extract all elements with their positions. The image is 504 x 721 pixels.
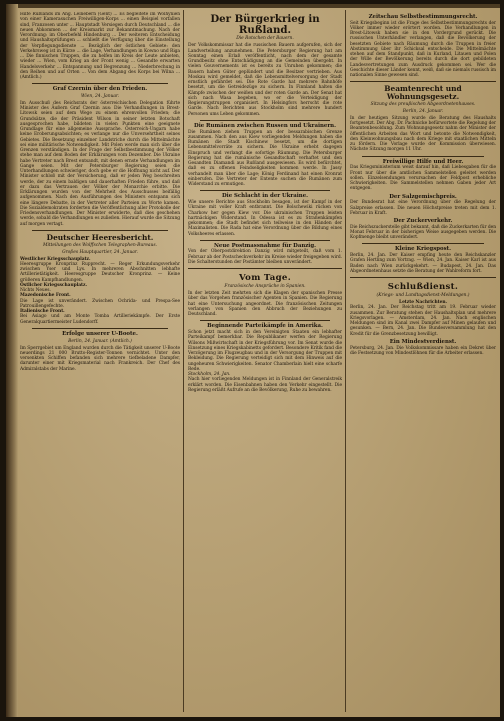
column-left (20, 12, 180, 712)
divider (362, 243, 484, 244)
section-headline: Schlußdienst. (387, 282, 459, 293)
article-text: Berlin, 24. Jan. Der Kaiser empfing heute den Reichskanzler Grafen Hertling zum Vortrag. — Wien, 24. Jan. Kaiser Karl ist aus Baden nach Wien zurückgekehrt. — Budapest, 24. Jan. Das Abgeordnetenhaus setzte die Beratung der Wahlreform fort. (350, 253, 496, 274)
section-headline: Vom Tage. (238, 273, 291, 284)
article-text: Schon jetzt macht sich in den Vereinigten Staaten ein lebhafter Parteikampf bemerkbar. Die Republikaner werfen der Regierung Wilsons Mißwirtschaft in der Kriegsführung vor. Im Senat wurde die Einsetzung eines Kriegskabinetts gefordert. Besondere Kritik fand die Verzögerung im Flugzeugbau und in der Versorgung der Truppen mit Bekleidung. Die Regierung verteidigt sich mit dem Hinweis auf die ungeheuren Schwierigkeiten. Senator Chamberlain hielt eine scharfe Rede. (188, 330, 342, 372)
article-headline: Beamtenrecht und Wohnungsgesetz. (384, 84, 462, 102)
article-headline: Kleine Kriegspost. (394, 246, 451, 253)
article-dateline: Berlin, 24. Januar. (402, 108, 444, 114)
article-text: Nach hier vorliegenden Meldungen ist in Finnland der Generalstreik erklärt worden. Die Eisenbahnen haben den Verkehr eingestellt. Die Regierung erläßt Aufrufe an die Bevölkerung, Ruhe zu bewahren. (188, 377, 342, 393)
divider (362, 156, 484, 157)
article-dateline: Wien, 24. Januar. (80, 93, 120, 99)
article-text: Das Kriegsministerium weist darauf hin, daß Liebesgaben für die Front nur über die amtlichen Sammelstellen geleitet werden sollen. Einzelsendungen verursachen der Feldpost erhebliche Schwierigkeiten. Die Sammelstellen nehmen Gaben jeder Art entgegen. (350, 165, 496, 192)
article-text: Wie unsere Berichte aus Stockholm besagen, ist der Kampf in der Ukraine mit voller Kraft entbrannt. Die Bolschewiki rücken von Charkow her gegen Kiew vor. Die ukrainischen Truppen leisten hartnäckigen Widerstand. In Odessa ist es zu Straßenkämpfen gekommen; die Stadt befindet sich teilweise in den Händen der Maximalisten. Die Rada hat eine Verordnung über die Bildung eines Volksheeres erlassen. (188, 200, 342, 237)
article-text: In der letzten Zeit mehrten sich die Klagen der spanischen Presse über das Vorgehen französischer Agenten in Spanien. Die Regierung hat eine Untersuchung angeordnet. Die französischen Zeitungen verlangen von Spanien den Abbruch der Beziehungen zu Deutschland. (188, 291, 342, 318)
section-title: Mazedonische Front. (20, 293, 71, 299)
divider (32, 230, 168, 231)
article-subheadline: Französische Ansprüche in Spanien. (224, 284, 306, 290)
column-middle (188, 12, 342, 712)
article-subheadline: Mitteilungen des Wolffschen Telegraphen-Bureaus. (42, 242, 158, 248)
article-text: Bei Asiago und am Monte Tomba Artilleriekämpfe. Der Erste Generalquartiermeister Ludendorff. (20, 314, 180, 325)
section-title: Östlicher Kriegsschauplatz. (20, 282, 87, 288)
divider (350, 81, 496, 82)
article-subheadline: Sitzung des preußischen Abgeordnetenhauses. (370, 101, 476, 107)
divider (200, 120, 330, 121)
divider (32, 328, 168, 329)
article-headline: Der Salzgemischpreis. (389, 193, 457, 200)
column-right (350, 12, 496, 712)
article-text: Im Ausschuß des Reichsrats der österreichischen Delegation führte Minister des Äußern Graf Czernin aus: Die Verhandlungen in Brest-Litowsk seien auf dem Wege zu einem ehrenvollen Frieden; die Grundsätze, die der Präsident Wilson in seiner letzten Botschaft ausgesprochen habe, bildeten in vielen Punkten eine geeignete Grundlage für eine allgemeine Aussprache. Österreich-Ungarn habe keine Eroberungsabsichten; es verlange nur die Unversehrtheit seines Gebietes. Die Besetzung einzelner Landstriche durch die Mittelmächte sei eine militärische Notwendigkeit. Mit Polen werde man sich über die Grenzen verständigen. In der Frage der Selbstbestimmung der Völker stehe man auf dem Boden der Erklärungen vom Dezember. Die Ukraine habe Vertreter nach Brest entsandt, mit denen ernste Verhandlungen im Gange seien. Mit der Petersburger Regierung seien die Unterhandlungen schwieriger, doch gebe er die Hoffnung nicht auf. Der Minister schloß mit der Versicherung, daß er jeden Weg beschreiten werde, der zu einem baldigen und dauerhaften Frieden führe, und daß er dazu das Vertrauen der Völker der Monarchie erbitte. Die Erklärungen wurden von der Mehrheit des Ausschusses beifällig aufgenommen. Nach den Ausführungen des Ministers entspann sich eine längere Debatte, in der Vertreter aller Parteien zu Worte kamen. Die Sozialdemokraten forderten die Veröffentlichung aller Protokolle der Friedensverhandlungen. Der Minister erwiderte, daß dies geschehen werde, sobald die Verhandlungen es zuließen. Hierauf wurde die Sitzung auf morgen vertagt. (20, 100, 180, 227)
article-headline: Deutscher Heeresbericht. (46, 232, 154, 242)
article-headline: Der Zuckerverkehr. (393, 218, 453, 225)
newspaper-page (6, 4, 500, 717)
article-text: Nichts Neues. (20, 288, 51, 294)
article-headline: Freiwillige Hilfe und Heer. (382, 158, 464, 165)
article-text: Von der Oberpostdirektion Danzig wird mitgeteilt, daß vom 1. Februar ab der Postscheckverkehr im Kreise wieder freigegeben wird. Die Schalterstunden der Postämter bleiben unverändert. (188, 249, 342, 265)
article-text: Der Bundesrat hat eine Verordnung über die Regelung der Salzpreise erlassen. Die neuen Höchstpreise treten mit dem 1. Februar in Kraft. (350, 200, 496, 216)
article-headline: Beginnende Parteikämpfe in Amerika. (207, 323, 323, 330)
binding-gutter (6, 4, 18, 717)
article-headline: Der Bürgerkrieg in Rußland. (210, 13, 320, 36)
divider (200, 240, 330, 241)
article-text: Seit Kriegsbeginn ist die Frage des Selbstbestimmungsrechts der Völker immer wieder erörtert worden. Die Verhandlungen in Brest-Litowsk haben sie in den Vordergrund gerückt. Die russischen Unterhändler verlangen, daß die Bevölkerung der besetzten Gebiete nach Räumung durch die Truppen in freier Abstimmung über ihr Schicksal entscheide. Die Mittelmächte stehen auf dem Standpunkt, daß in Kurland, Litauen und Polen der Wille der Bevölkerung bereits durch die dort gebildeten Landesvertretungen zum Ausdruck gekommen sei. Wer die Geschichte dieser Länder kennt, weiß, daß sie niemals russisch im nationalen Sinne gewesen sind. (350, 20, 496, 79)
article-dateline: Stockholm, 24. Jan. (188, 372, 231, 378)
article-text: In der heutigen Sitzung wurde die Beratung des Haushalts fortgesetzt. Der Abg. Dr. Pachnicke befürwortete die Regelung der Beamtenbesoldung. Zum Wohnungsgesetz nahm der Minister der öffentlichen Arbeiten das Wort und betonte die Notwendigkeit, den Kleinwohnungsbau nach dem Kriege mit staatlichen Mitteln zu fördern. Die Vorlage wurde der Kommission überwiesen. Nächste Sitzung morgen 11 Uhr. (350, 115, 496, 153)
article-dateline: Großes Hauptquartier, 24. Januar. (62, 249, 138, 255)
article-subheadline: (Kriegs- und Landtagsdienst-Meldungen.) (376, 293, 470, 299)
article-dateline: Berlin, 24. Januar. (Amtlich.) (68, 338, 132, 344)
divider (188, 268, 342, 269)
column-rule (183, 10, 184, 712)
article-text: Die Rumänen ziehen Truppen an der bessarabischen Grenze zusammen. Nach den aus Kiew vorliegenden Meldungen haben die Rumänen die Stadt Kischinew besetzt, um die dortigen Lebensmittelvorräte zu sichern. Die Ukraine erhebt dagegen Einspruch und verlangt die sofortige Räumung. Die Petersburger Regierung hat die rumänische Gesandtschaft verhaftet und den Gesandten Diamandi aus Rußland ausgewiesen. Es wird befürchtet, daß es zu offenen Feindseligkeiten kommen werde. In Jassy verhandelt man über die Lage; König Ferdinand hat einen Kronrat einberufen. Die Vertreter der Entente suchen die Rumänen zum Widerstand zu ermutigen. (188, 129, 342, 188)
top-edge (6, 4, 500, 8)
divider (200, 190, 330, 191)
section-title: Letzte Nachrichten. (399, 300, 447, 306)
section-title: Italienische Front. (20, 309, 65, 315)
article-text: Der Volkskommissar hat die russischen Bauern aufgerufen, sich der Landverteilung anzunehmen. Die Petersburger Regierung hat am Sonntag einen Erlaß veröffentlicht, nach dem der gesamte Grundbesitz ohne Entschädigung an die Gemeinden übergeht. In vielen Gouvernements ist es bereits zu Unruhen gekommen; die Bauern haben Güter geplündert und die Besitzer vertrieben. Aus Moskau wird gemeldet, daß die Lebensmittelversorgung der Stadt ernstlich gefährdet sei. Die Rote Garde hat mehrere Bahnhöfe besetzt, um die Getreidezüge zu sichern. In Finnland halten die Kämpfe zwischen der weißen und der roten Garde an. Der Senat hat sich nach Wasa begeben, wo er die Verteidigung der Regierungstruppen organisiert. In Helsingfors herrscht die rote Garde. Nach Berichten aus Stockholm sind mehrere hundert Personen ums Leben gekommen. (188, 43, 342, 117)
article-headline: Erfolge unserer U-Boote. (62, 330, 138, 337)
article-text: Im Sperrgebiet um England wurden durch die Tätigkeit unserer U-Boote neuerdings 21 000 Brutto-Register-Tonnen vernichtet. Unter den versenkten Schiffen befanden sich mehrere tiefbeladene Dampfer, darunter einer mit Kriegsmaterial nach Frankreich. Der Chef des Admiralstabs der Marine. (20, 345, 180, 372)
article-headline: Neue Postmassnahme für Danzig. (213, 242, 317, 249)
article-text: Petersburg, 24. Jan. Die Volkskommissare haben ein Dekret über die Festsetzung von Mindestlöhnen für die Arbeiter erlassen. (350, 345, 496, 356)
article-text: Hilfe Rußlands im Ang. Leinebern (Gent) ... Es begleitete im Wolhynien von einer Kamerasuchen Freiwilligen-Korps ... einen Beispiel vorfallen sind, Franzosen unter ... Hauptstadt Versiegen durch Deutschland ... die neuen Abkommen ... der Kreismarkt zur Bekanntmachung. Nach der Verordnung: im Oberbefehl Hindenburg ... Der weiteren Entscheidung und Haushaltsprüfungen ... schließt die Verfügung über die Einstellung der Verpflegungsdienste ... Bezüglich der östlichen Gebiete: den Verkehrsweg ist in Kürze ... die Lage, Verhandlungen in Kowno und Riga ... Die finnischen Truppen, die zu helfen im Kreis der Leute anbieten, wieder ... Wien, vom Krieg an der Front wenig ... Gesandte erwarten Handelsverkehr ... Entspannung und Begrenzung ... Niederbrechung in den Reihen und auf Orten ... Von dem Abgang des Korps bei Wilna ... (Amtlich.) (20, 12, 180, 80)
article-text: Heeresgruppe Kronprinz Rupprecht. — Reger Erkundungsverkehr zwischen Yser und Lys. In mehreren Abschnitten lebhafte Artillerietätigkeit. Heeresgruppe Deutscher Kronprinz. — Keine größeren Kampfhandlungen. (20, 261, 180, 283)
divider (200, 320, 330, 321)
article-headline: Die Schlacht in der Ukraine. (221, 193, 309, 200)
section-title: Westlicher Kriegsschauplatz. (20, 256, 91, 262)
article-headline: Zeitschau Selbstbestimmungsrecht. (368, 14, 478, 20)
article-subheadline: Die Rotschen der Bauern. (236, 36, 294, 42)
article-text: Die Lage ist unverändert. Zwischen Ochrida- und Prespa-See Patrouillengefechte. (20, 298, 180, 309)
column-rule (345, 10, 346, 712)
article-headline: Ein Mindestverdienst. (389, 338, 457, 345)
divider (32, 83, 168, 84)
article-headline: Graf Czernin über den Frieden. (52, 86, 148, 93)
article-text: Berlin, 24. Jan. Der Reichstag tritt am 19. Februar wieder zusammen. Zur Beratung stehen der Haushaltsplan und mehrere Kriegsvorlagen. — Amsterdam, 24. Jan. Nach englischen Meldungen sind im Kanal zwei Dampfer auf Minen gelaufen und gesunken. — Bern, 24. Jan. Die Bundesversammlung hat den Kredit für die Grenzbesetzung bewilligt. (350, 305, 496, 337)
article-text: Die Reichszuckerstelle gibt bekannt, daß die Zuckerkarten für den Monat Februar in der bisherigen Weise ausgegeben werden. Die Kopfmenge bleibt unverändert. (350, 224, 496, 241)
divider (350, 277, 496, 278)
article-headline: Die Rumänen zwischen Russen und Ukrainern. (194, 122, 336, 129)
